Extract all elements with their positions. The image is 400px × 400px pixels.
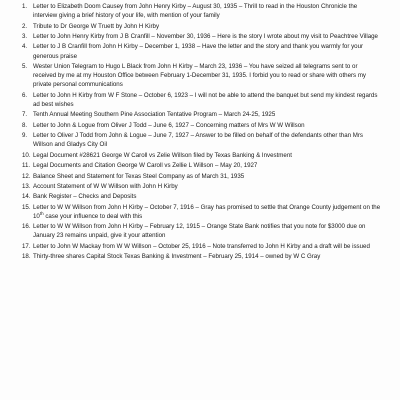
- item-number: 11.: [22, 162, 31, 170]
- item-text: Tenth Annual Meeting Southern Pine Association Tentative Program – March 24-25, 1925: [33, 111, 276, 119]
- list-item: [22, 121, 382, 130]
- item-number: 18.: [22, 253, 31, 261]
- item-number: 16.: [22, 223, 31, 231]
- item-number: 10.: [22, 151, 31, 159]
- item-number: 14.: [22, 193, 31, 201]
- list-item: [22, 42, 382, 60]
- list-item: [22, 172, 382, 181]
- list-item: [22, 182, 382, 191]
- item-number: 7.: [22, 111, 28, 119]
- list-item: [22, 222, 382, 240]
- item-number: 13.: [22, 182, 31, 190]
- item-text: Thirty-three shares Capital Stock Texas Banking & Investment – February 25, 1914 – owned by W C Gray: [33, 253, 321, 261]
- list-item: [22, 62, 382, 90]
- item-number: 17.: [22, 242, 31, 250]
- list-item: [22, 32, 382, 41]
- item-number: 2.: [22, 22, 28, 30]
- item-text: Letter to John Henry Kirby from J B Cranfill – November 30, 1936 – Here is the story I wrote about my visit to Peachtree Village: [33, 32, 378, 40]
- list-item: [22, 2, 382, 20]
- item-text: Letter to John & Logue from Oliver J Todd – June 6, 1927 – Concerning matters of Mrs W W Willson: [33, 121, 305, 129]
- list-item: [22, 151, 382, 160]
- item-text: Wester Union Telegram to Hugo L Black from John H Kirby – March 23, 1936 – You have seized all telegrams sent to or received by me at my Houston Office between February 1-December 31, 1935. I forbid you to read or share with others my private personal communications: [33, 62, 367, 89]
- list-item: [22, 91, 382, 109]
- item-number: 12.: [22, 172, 31, 180]
- list-item: [22, 192, 382, 201]
- item-text: Letter to John W Mackay from W W Willson – October 25, 1916 – Note transferred to John H Kirby and a draft will be issued: [33, 242, 370, 250]
- item-text: Letter to John H Kirby from W F Stone – October 6, 1923 – I will not be able to attend the banquet but send my kindest regards ad best wishes: [33, 91, 378, 108]
- item-number: 8.: [22, 121, 28, 129]
- list-item: [22, 110, 382, 119]
- item-number: 9.: [22, 132, 28, 140]
- list-item: [22, 203, 382, 221]
- item-number: 15.: [22, 203, 31, 211]
- item-text-after: case your influence to deal with this: [43, 212, 143, 220]
- item-text: Balance Sheet and Statement for Texas Steel Company as of March 31, 1935: [33, 172, 245, 180]
- list-item: [22, 161, 382, 170]
- list-item: [22, 242, 382, 251]
- item-text: Bank Register – Checks and Deposits: [33, 193, 137, 201]
- item-text: Letter to Oliver J Todd from John & Logue – June 7, 1927 – Answer to be filled on behalf of the defendants other than Mrs Willson and Gladys City Oil: [33, 132, 363, 149]
- item-text: Letter to J B Cranfill from John H Kirby – December 1, 1938 – Have the letter and the story and thank you warmly for your generous praise: [33, 43, 364, 60]
- list-item: [22, 22, 382, 31]
- item-number: 4.: [22, 43, 28, 51]
- item-text: Account Statement of W W Willson with John H Kirby: [33, 182, 178, 190]
- item-number: 1.: [22, 3, 28, 10]
- item-number: 6.: [22, 91, 28, 99]
- item-text: Letter to W W Willson from John H Kirby – February 12, 1915 – Orange State Bank notifies that you note for $3000 due on January 23 remains unpaid, give it your attention: [33, 223, 366, 240]
- list-item: [22, 131, 382, 149]
- item-text: Legal Document #28621 George W Caroll vs Zelie Willson filed by Texas Banking & Investment: [33, 151, 292, 159]
- item-text: Tribute to Dr George W Truett by John H Kirby: [33, 22, 160, 30]
- item-number: 3.: [22, 32, 28, 40]
- item-number: 5.: [22, 62, 28, 70]
- ordinal-suffix: th: [39, 210, 44, 216]
- item-text: Letter to Elizabeth Doom Causey from John Henry Kirby – August 30, 1935 – Thrill to read in the Houston Chronicle the interview giving a brief history of your life, with mention of your family: [33, 3, 358, 20]
- item-text-before: Letter to W W Willson from John H Kirby – October 7, 1916 – Gray has promised to settle that Orange County judgement on the 10: [33, 203, 381, 220]
- list-item: [22, 252, 382, 261]
- item-text: Legal Documents and Citation George W Caroll vs Zellie L Willson – May 20, 1927: [33, 162, 258, 170]
